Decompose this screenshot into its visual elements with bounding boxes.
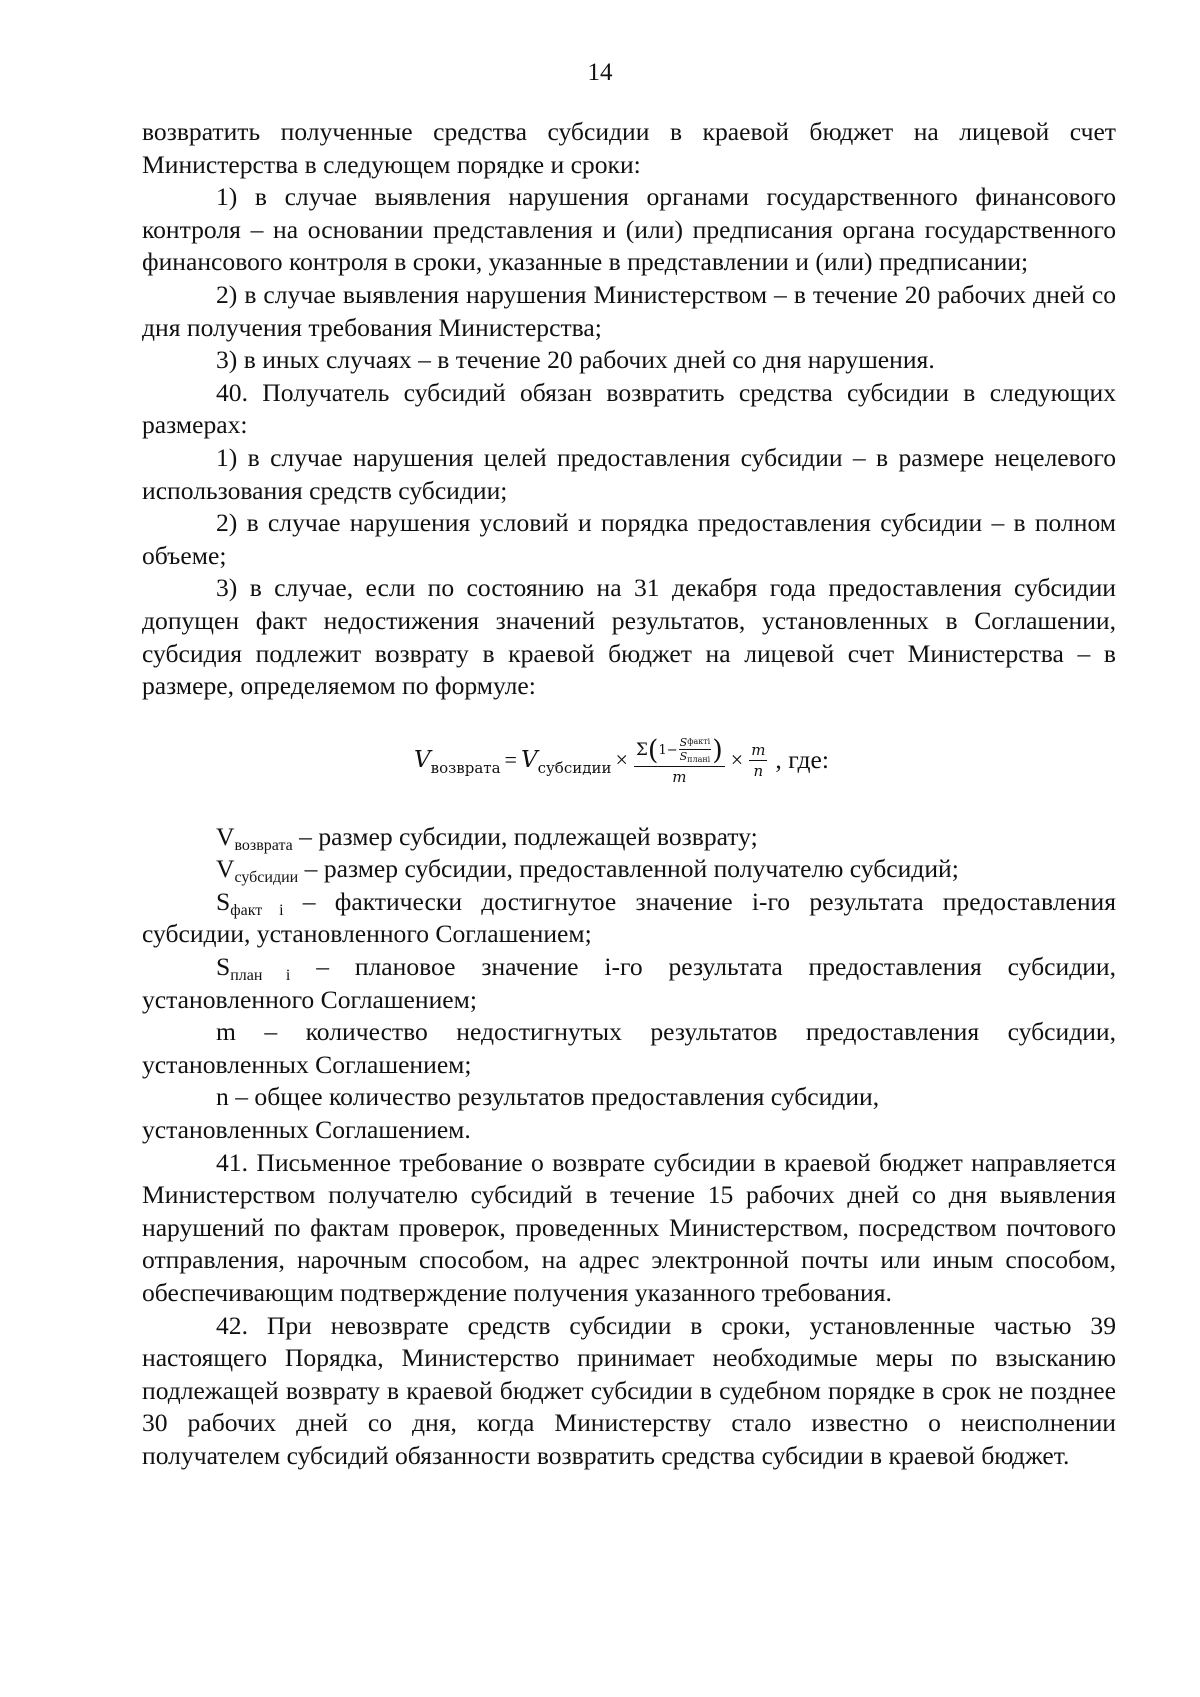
formula-equals: = <box>504 747 517 773</box>
list-item: 2) в случае нарушения условий и порядка предоставления субсидии – в полном объеме; <box>142 508 1116 570</box>
list-item: 2) в случае выявления нарушения Министерством – в течение 20 рабочих дней со дня получения требования Министерства; <box>142 279 1116 342</box>
paragraph: возвратить полученные средства субсидии в краевой бюджет на лицевой счет Министерства в следующем порядке и сроки: <box>142 117 1116 179</box>
document-body <box>142 116 1116 1473</box>
formula-ratio: S факт i Sпланi <box>679 735 711 764</box>
formula-m-over-n: $\frac{m}{n}$ <box>751 740 766 780</box>
formula-v-subsidy: $V_{субсидии}$ <box>520 747 612 778</box>
list-item: 1) в случае выявления нарушения органами государственного финансового контроля – на основании представления и (или) предписания органа государственного финансового контроля в сроки, указанные в представлении и (или) предписании; <box>142 182 1116 277</box>
refund-formula <box>414 734 829 786</box>
formula-times: × <box>730 747 744 773</box>
definition-m: m – количество недостигнутых результатов предоставления субсидии, установленных Соглашением; <box>142 1017 1116 1079</box>
definition-s-plan: $S_{план i}$ – плановое значение i-го результата предоставления субсидии, установленного Соглашением; <box>142 952 1117 1014</box>
paragraph-41: 41. Письменное требование о возврате субсидии в краевой бюджет направляется Министерством получателю субсидий в течение 15 рабочих дней со дня выявления нарушений по фактам проверок, проведенных Министерством, посредством почтового отправления, нарочным способом, на адрес электронной почты или иным способом, обеспечивающим подтверждение получения указанного требования. <box>142 1147 1116 1307</box>
list-item: 3) в случае, если по состоянию на 31 декабря года предоставления субсидии допущен факт недостижения значений результатов, установленных в Соглашении, субсидия подлежит возврату в краевой бюджет на лицевой счет Министерства – в размере, определяемом по формуле: <box>142 573 1116 701</box>
definition-v-subsidy: $V_{субсидии}$ – размер субсидии, предоставленной получателю субсидий; <box>216 854 959 887</box>
formula-block <box>142 703 1116 821</box>
formula-main-fraction: Σ ( 1 − S факт i Sпланi ) m <box>635 734 723 786</box>
paragraph-42: 42. При невозврате средств субсидии в сроки, установленные частью 39 настоящего Порядка, Министерство принимает необходимые меры по взысканию подлежащей возврату в краевой бюджет субсидии в судебном порядке в срок не позднее 30 рабочих дней со дня, когда Министерству стало известно о неисполнении получателем субсидий обязанности возвратить средства субсидии в краевой бюджет. <box>142 1310 1116 1470</box>
formula-where: , где: <box>775 745 829 775</box>
formula-v-return: $V_{возврата}$ <box>414 747 501 778</box>
list-item: 3) в иных случаях – в течение 20 рабочих дней со дня нарушения. <box>216 345 935 375</box>
definition-n-continued: установленных Соглашением. <box>142 1115 471 1145</box>
definition-v-return: $V_{возврата}$ – размер субсидии, подлежащей возврату; <box>216 821 758 854</box>
page-number: 14 <box>587 59 613 86</box>
definition-n: n – общее количество результатов предоставления субсидии, <box>216 1082 880 1112</box>
formula-sigma: Σ <box>635 739 648 760</box>
list-item: 1) в случае нарушения целей предоставления субсидии – в размере нецелевого использования средств субсидии; <box>142 442 1116 505</box>
paragraph-40: 40. Получатель субсидий обязан возвратить средства субсидии в следующих размерах: <box>142 377 1116 440</box>
formula-times: × <box>615 747 628 773</box>
definition-s-fact: $S_{факт i}$ – фактически достигнутое значение i-го результата предоставления субсидии, установленного Соглашением; <box>142 886 1117 949</box>
